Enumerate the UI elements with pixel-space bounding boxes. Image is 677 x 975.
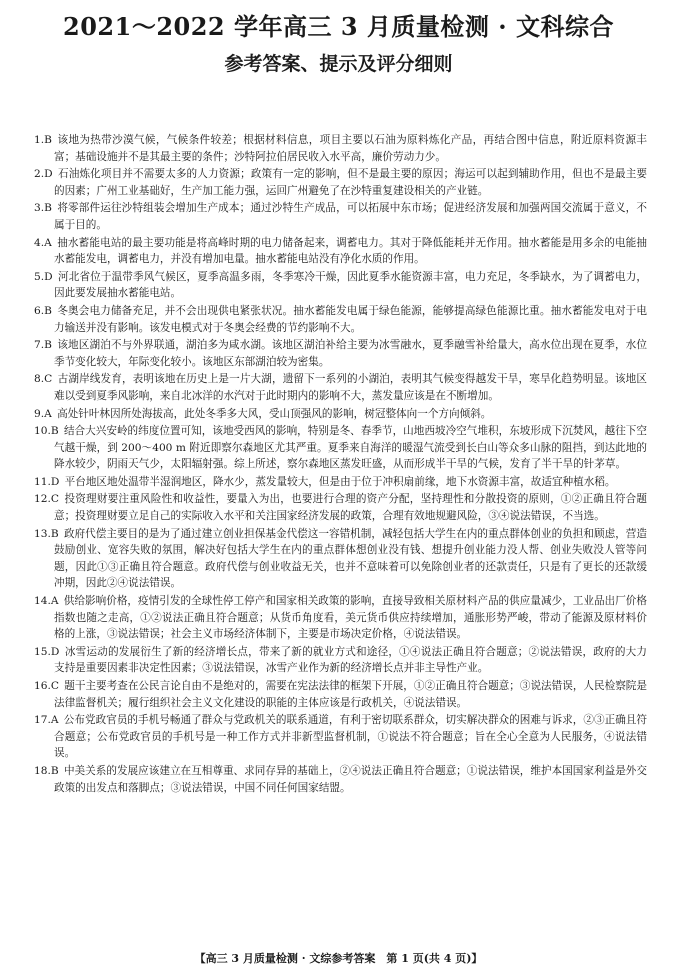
answer-item — [34, 132, 647, 165]
answer-number: 14.A — [34, 595, 59, 608]
answer-number: 17.A — [34, 714, 59, 727]
answer-text: 平台地区地处温带半湿润地区，降水少，蒸发量较大，但是由于位于冲积扇前缘，地下水资源丰富，故适宜种植水稻。 — [64, 475, 616, 488]
answer-number: 6.B — [34, 304, 52, 317]
answer-text: 题干主要考查在公民言论自由不是绝对的，需要在宪法法律的框架下开展，①②正确且符合题意；③说法错误，人民检察院是法律监督机关；履行组织社会主义文化建设的职能的主体应该是行政机关，④说法错误。 — [54, 680, 647, 709]
answer-number: 10.B — [34, 425, 59, 438]
answer-text: 冬奥会电力储备充足，并不会出现供电紧张状况。抽水蓄能发电属于绿色能源，能够提高绿色能源比重。抽水蓄能发电对于电力输送并没有影响。该发电模式对于冬奥会经费的节约影响不大。 — [54, 304, 647, 334]
answer-text: 投资理财要注重风险性和收益性，要量入为出，也要进行合理的资产分配，坚持理性和分散投资的原则，①②正确且符合题意；投资理财要立足自己的实际收入水平和关注国家经济发展的政策，合理有效地规避风险，③④说法错误，不当选。 — [54, 493, 647, 523]
page-subtitle: 参考答案、提示及评分细则 — [224, 53, 453, 75]
answer-item — [34, 337, 647, 370]
answer-text: 政府代偿主要目的是为了通过建立创业担保基金代偿这一容错机制，减轻包括大学生在内的重点群体创业的负担和顾虑，营造鼓励创业、宽容失败的氛围，解决好包括大学生在内的重点群体想创业没有钱、想提升创业能力没人帮、创业失败没人管等问题，因此①③正确且符合题意。政府代偿与创业收益无关，也并不意味着可以免除创业者的还款责任，只是有了更长的还款缓冲期，因此②④说法错误。 — [54, 527, 647, 590]
answer-text: 公布党政官员的手机号畅通了群众与党政机关的联系通道，有利于密切联系群众，切实解决群众的困难与诉求，②③正确且符合题意；公布党政官员的手机号是一种工作方式并非新型监督机制，①说法不符合题意；旨在全心全意为人民服务，④说法错误。 — [54, 714, 647, 760]
answer-text: 将零部件运往沙特组装会增加生产成本；通过沙特生产成品，可以拓展中东市场；促进经济发展和加强两国交流属于意义，不属于目的。 — [54, 202, 647, 231]
answer-number: 1.B — [34, 134, 52, 146]
answer-item — [34, 200, 647, 233]
answer-number: 4.A — [34, 236, 52, 249]
answer-item — [34, 526, 647, 592]
answer-item — [34, 269, 647, 302]
answer-number: 7.B — [34, 339, 52, 352]
answer-list — [34, 132, 647, 797]
page — [0, 12, 677, 965]
answer-number: 8.C — [34, 373, 53, 386]
answer-item — [34, 491, 647, 524]
page-title: 2021～2022 学年高三 3 月质量检测 · 文科综合 — [63, 12, 614, 41]
answer-item — [34, 644, 647, 677]
answer-text: 中美关系的发展应该建立在互相尊重、求同存异的基础上，②④说法正确且符合题意；①说法错误，维护本国国家利益是外交政策的出发点和落脚点；③说法错误，中国不同任何国家结盟。 — [54, 764, 647, 794]
answer-text: 古湖岸线发育，表明该地在历史上是一片大湖，遗留下一系列的小湖泊，表明其气候变得越发干旱，寒旱化趋势明显。该地区难以受到夏季风影响，来自北冰洋的水汽对于此时期内的影响不大，蒸发量应该是在不断增加。 — [54, 373, 647, 402]
answer-number: 13.B — [34, 527, 59, 540]
answer-item — [34, 712, 647, 762]
answer-number: 5.D — [34, 270, 53, 283]
answer-item — [34, 235, 647, 268]
answer-number: 3.B — [34, 202, 52, 215]
answer-number: 11.D — [34, 475, 60, 488]
answer-number: 9.A — [34, 407, 52, 420]
answer-text: 高处针叶林因所处海拔高，此处冬季多大风，受山顶强风的影响，树冠整体向一个方向倾斜。 — [57, 407, 492, 420]
answer-number: 15.D — [34, 645, 60, 658]
answer-text: 冰雪运动的发展衍生了新的经济增长点，带来了新的就业方式和途径，①④说法正确且符合题意；②说法错误，政府的大力支持是重要因素非决定性因素；③说法错误，冰雪产业作为新的经济增长点并非主导性产业。 — [54, 645, 647, 675]
answer-text: 抽水蓄能电站的最主要功能是将高峰时期的电力储备起来，调蓄电力。其对于降低能耗并无作用。抽水蓄能是用多余的电能抽水蓄能发电，调蓄电力，并没有增加电量。抽水蓄能电站没有净化水质的作用。 — [54, 236, 647, 266]
answer-number: 2.D — [34, 168, 53, 181]
answer-item — [34, 474, 647, 491]
answer-item — [34, 303, 647, 336]
answer-number: 18.B — [34, 764, 59, 777]
answer-text: 石油炼化项目并不需要太多的人力资源；政策有一定的影响，但不是最主要的原因；海运可以起到辅助作用，但也不是最主要的因素；广州工业基础好，生产加工能力强，运回广州避免了在沙特重复建设相关的产业链。 — [54, 168, 647, 197]
answer-text: 河北省位于温带季风气候区，夏季高温多雨，冬季寒冷干燥，因此夏季水能资源丰富，电力充足，冬季缺水，为了调蓄电力，因此要发展抽水蓄能电站。 — [54, 270, 647, 300]
answer-item — [34, 763, 647, 796]
answer-text: 该地为热带沙漠气候，气候条件较差；根据材料信息，项目主要以石油为原料炼化产品，再结合图中信息，附近原料资源丰富；基础设施并不是其最主要的条件；沙特阿拉伯居民收入水平高，廉价劳动力少。 — [54, 134, 647, 163]
answer-item — [34, 423, 647, 473]
answer-number: 12.C — [34, 493, 59, 506]
answer-item — [34, 371, 647, 404]
answer-text: 供给影响价格，疫情引发的全球性停工停产和国家相关政策的影响，直接导致相关原材料产品的供应量减少，工业品出厂价格指数也随之走高，①②说法正确且符合题意；从货币角度看，美元货币供应持续增加，通胀形势严峻，带动了能源及原材料价格的上涨，③说法错误；社会主义市场经济体制下，主要是市场决定价格，④说法错误。 — [54, 595, 647, 641]
page-footer: 【高三 3 月质量检测 · 文综参考答案 第 1 页(共 4 页)】 — [194, 952, 483, 965]
answer-item — [34, 406, 647, 423]
answer-item — [34, 593, 647, 643]
answer-number: 16.C — [34, 680, 59, 692]
answer-item — [34, 166, 647, 199]
answer-text: 结合大兴安岭的纬度位置可知，该地受西风的影响，特别是冬、春季节，山地西坡冷空气堆积，东坡形成下沉焚风，越往下空气越干燥，到 200～400 m 附近即察尔森地区尤其严重。夏季来自海洋的暖湿气流受到长白山等众多山脉的阻挡，到达此地的降水较少，阴雨天气少，太阳辐射强。综上所述，察尔森地区蒸发旺盛，从而形成半干旱的气候，发育了半干旱的针茅草。 — [54, 425, 647, 471]
answer-text: 该地区湖泊不与外界联通，湖泊多为咸水湖。该地区湖泊补给主要为冰雪融水，夏季融雪补给量大，高水位出现在夏季，水位季节变化较大，年际变化较小。该地区东部湖泊较为密集。 — [54, 339, 647, 368]
answer-item — [34, 678, 647, 711]
